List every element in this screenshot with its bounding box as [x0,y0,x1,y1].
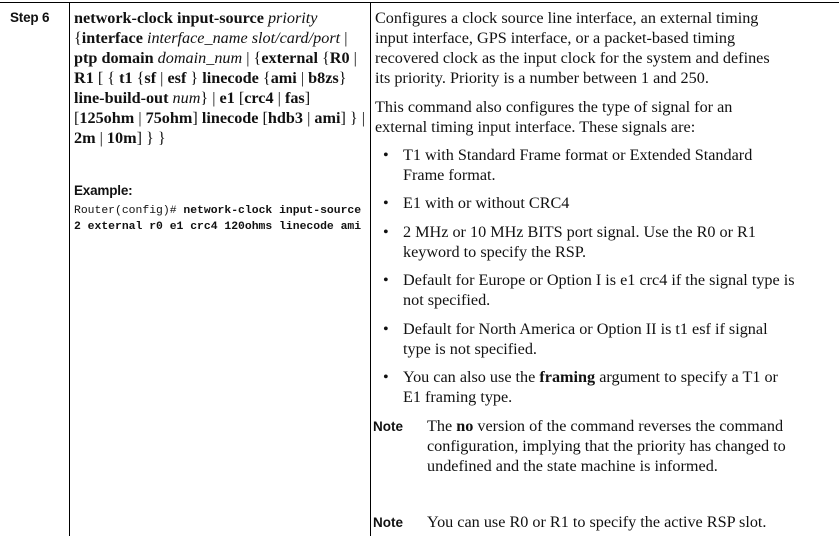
example-command: network-clock input-source 2 external r0 e1 crc4 120ohms linecode ami [74,205,362,233]
example-heading: Example: [74,183,133,198]
list-item-text: Default for North America or Option II is t1 esf if signal type is not specified. [403,319,768,358]
note-label: Note [373,515,403,530]
note-label: Note [373,419,403,434]
note-rsp-slot [373,512,813,534]
description-signal-intro: This command also configures the type of signal for an external timing input interface. These signals are: [375,98,733,136]
column-divider-left [69,2,70,536]
list-item [375,367,795,407]
list-item [375,319,795,359]
list-item [375,222,795,262]
list-item [375,270,795,310]
column-divider-right [370,2,371,536]
bullet-icon: • [383,222,389,241]
step-label: Step 6 [10,10,50,25]
bullet-icon: • [383,194,389,213]
list-item-text: 2 MHz or 10 MHz BITS port signal. Use the R0 or R1 keyword to specify the RSP. [403,222,756,261]
bullet-icon: • [383,367,389,386]
list-item-text: Default for Europe or Option I is e1 crc4 if the signal type is not specified. [403,271,795,310]
table-top-rule [0,2,839,3]
note-text: The no version of the command reverses the command configuration, implying that the priority has changed to undefined and the state machine is informed. [427,417,786,475]
list-item-text: T1 with Standard Frame format or Extended Standard Frame format. [403,146,753,184]
note-text: You can use R0 or R1 to specify the active RSP slot. [427,513,767,531]
command-syntax: network-clock input-source priority {interface interface_name slot/card/port | ptp domain domain_num | {external {R0 | R1 [ { t1 {sf | esf } linecode {ami | b8zs} line-build-out num} | e1 [crc4 | fas] [125ohm | 75ohm] linecode [hdb3 | ami] } | 2m | 10m] } } [74,9,365,147]
signal-type-list [375,145,795,415]
example-code [74,203,370,235]
list-item [375,145,795,185]
bullet-icon: • [383,319,389,338]
list-item-text: You can also use the framing argument to specify a T1 or E1 framing type. [403,367,778,406]
list-item [375,193,795,213]
bullet-icon: • [383,271,389,290]
bullet-icon: • [383,146,389,164]
description-paragraph: Configures a clock source line interface, an external timing input interface, GPS interface, or a packet-based timing recovered clock as the input clock for the system and defines its priority. Priority is a number between 1 and 250. [375,9,770,87]
example-prompt: Router(config)# [74,205,184,217]
note-no-version [373,416,793,500]
list-item-text: E1 with or without CRC4 [403,194,570,213]
